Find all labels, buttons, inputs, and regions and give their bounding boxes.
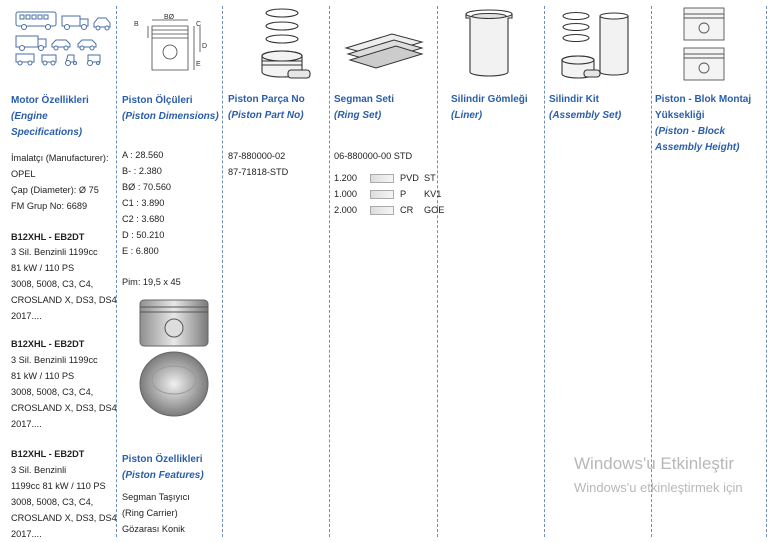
ring-type: ST <box>424 173 436 183</box>
column-divider <box>437 6 439 537</box>
dimension-value: B- : 2.380 <box>122 166 162 176</box>
ring-coating: PVD <box>400 173 419 183</box>
engine-detail: CROSLAND X, DS3, DS4 <box>11 295 117 305</box>
activation-watermark-title: Windows'u Etkinleştir <box>574 454 735 473</box>
column-divider <box>329 6 331 537</box>
engine-code: B12XHL - EB2DT <box>11 232 85 242</box>
piston-feature: Segman Taşıyıcı <box>122 492 190 502</box>
ring-profile-icon <box>370 206 394 215</box>
engine-detail: 2017.... <box>11 529 42 539</box>
engine-detail: CROSLAND X, DS3, DS4 <box>11 513 117 523</box>
dimension-value: BØ : 70.560 <box>122 182 172 192</box>
ring-set-icon <box>342 22 426 74</box>
manufacturer-value: OPEL <box>11 169 36 179</box>
engine-code: B12XHL - EB2DT <box>11 449 85 459</box>
ring-profile-icon <box>370 174 394 183</box>
part-number: 87-880000-02 <box>228 151 286 161</box>
ring-size: 1.000 <box>334 189 357 199</box>
engine-detail: 2017.... <box>11 311 42 321</box>
ring-size: 2.000 <box>334 205 357 215</box>
ring-row <box>334 186 441 202</box>
part-number: 87-71818-STD <box>228 167 289 177</box>
dimension-value: D : 50.210 <box>122 230 165 240</box>
group-number: FM Grup No: 6689 <box>11 201 88 211</box>
svg-text:E: E <box>196 61 201 68</box>
manufacturer-label: İmalatçı (Manufacturer): <box>11 153 109 163</box>
ring-set-header: Segman Seti (Ring Set) <box>334 94 395 121</box>
engine-detail: 2017.... <box>11 419 42 429</box>
piston-feature: (Ring Carrier) <box>122 508 178 518</box>
engine-code: B12XHL - EB2DT <box>11 339 85 349</box>
column-divider <box>116 6 118 537</box>
svg-text:B: B <box>134 21 139 28</box>
svg-text:BØ: BØ <box>164 14 175 21</box>
pin-size: Pim: 19,5 x 45 <box>122 277 181 287</box>
engine-detail: 3 Sil. Benzinli 1199cc <box>11 247 98 257</box>
engine-detail: 81 kW / 110 PS <box>11 263 75 273</box>
activation-watermark-text: Windows'u etkinleştirmek için <box>574 480 743 495</box>
ring-type: KV1 <box>424 189 442 199</box>
engine-detail: 3 Sil. Benzinli 1199cc <box>11 355 98 365</box>
vehicles-icon <box>10 6 114 66</box>
column-divider <box>544 6 546 537</box>
ring-profile-icon <box>370 190 394 199</box>
ring-row <box>334 202 444 218</box>
engine-detail: 3008, 5008, C3, C4, <box>11 497 94 507</box>
dimension-value: E : 6.800 <box>122 246 159 256</box>
engine-detail: 81 kW / 110 PS <box>11 371 75 381</box>
piston-features-header: Piston Özellikleri (Piston Features) <box>122 454 204 481</box>
ring-set-number: 06-880000-00 STD <box>334 151 413 161</box>
ring-type: GOE <box>424 205 445 215</box>
dimension-value: C1 : 3.890 <box>122 198 165 208</box>
engine-detail: 3008, 5008, C3, C4, <box>11 279 94 289</box>
assembly-set-icon <box>556 10 636 88</box>
engine-detail: 3 Sil. Benzinli <box>11 465 67 475</box>
dimension-value: C2 : 3.680 <box>122 214 165 224</box>
diameter: Çap (Diameter): Ø 75 <box>11 185 99 195</box>
dimension-value: A : 28.560 <box>122 150 164 160</box>
piston-part-no-header: Piston Parça No (Piston Part No) <box>228 94 305 121</box>
engine-spec-header: Motor Özellikleri (Engine Specifications) <box>11 95 89 138</box>
piston-feature: Gözarası Konik <box>122 524 185 534</box>
column-divider <box>222 6 224 537</box>
ring-row <box>334 170 436 186</box>
piston-block-height-icon <box>678 4 730 84</box>
piston-with-rings-icon <box>252 4 316 84</box>
engine-detail: 3008, 5008, C3, C4, <box>11 387 94 397</box>
assembly-height-header: Piston - Blok Montaj Yüksekliği (Piston - Block Assembly Height) <box>655 94 752 153</box>
ring-coating: P <box>400 189 407 199</box>
ring-coating: CR <box>400 205 414 215</box>
piston-top-image <box>138 350 210 418</box>
assembly-set-header: Silindir Kit (Assembly Set) <box>549 94 622 121</box>
piston-dimension-diagram-icon <box>134 14 214 74</box>
liner-header: Silindir Gömleği (Liner) <box>451 94 528 121</box>
piston-dimensions-header: Piston Ölçüleri (Piston Dimensions) <box>122 95 219 122</box>
ring-size: 1.200 <box>334 173 357 183</box>
svg-text:C: C <box>196 21 202 28</box>
cylinder-liner-icon <box>460 6 518 80</box>
engine-detail: CROSLAND X, DS3, DS4 <box>11 403 117 413</box>
svg-text:D: D <box>202 43 208 50</box>
piston-side-image <box>136 298 212 348</box>
column-divider <box>766 6 768 537</box>
engine-detail: 1199cc 81 kW / 110 PS <box>11 481 106 491</box>
